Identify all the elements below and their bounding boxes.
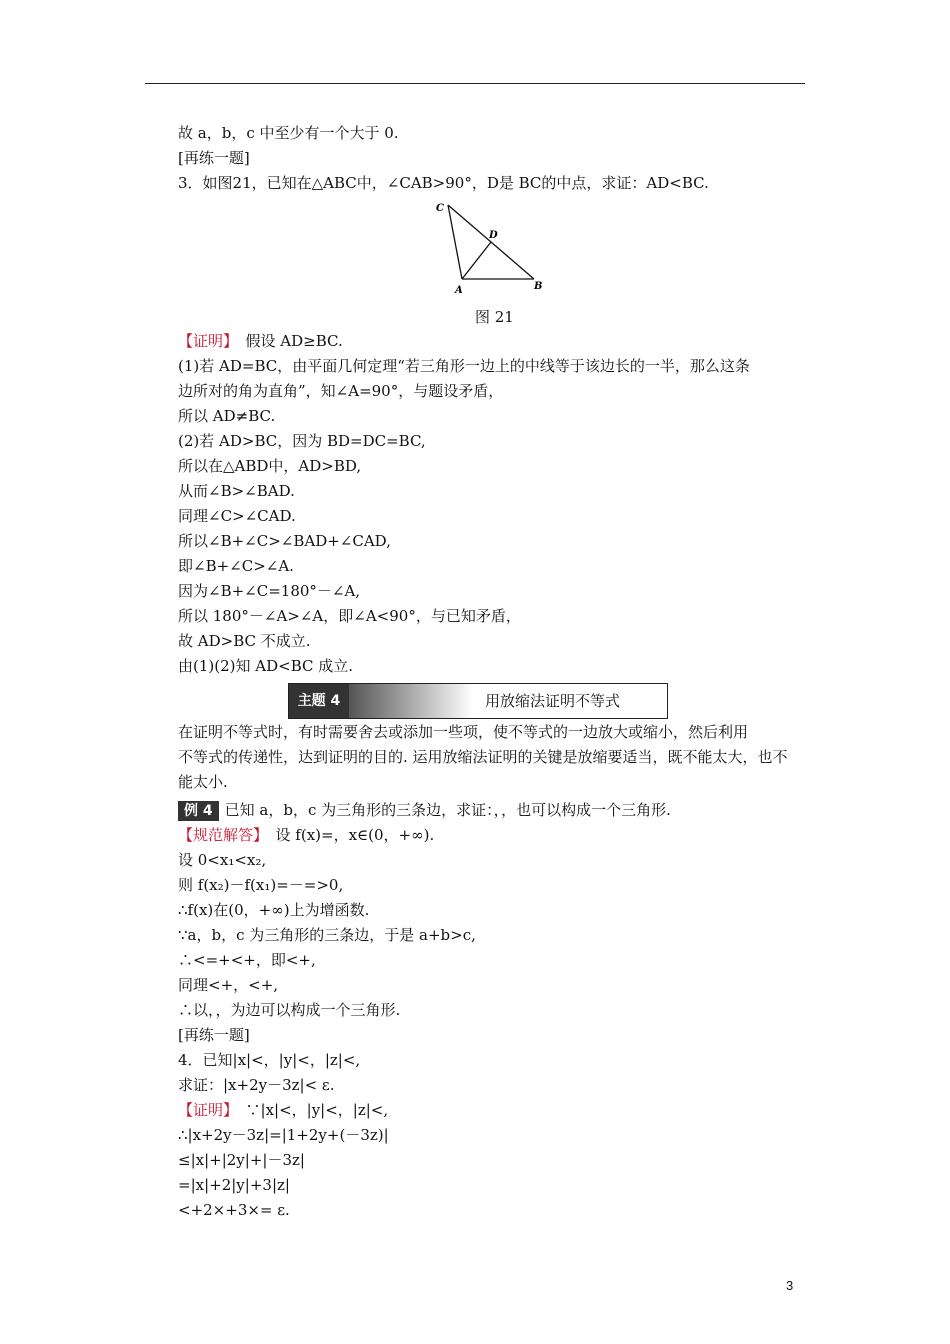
label-c: C <box>436 203 444 214</box>
proof-line <box>178 331 343 351</box>
text-line: 因为∠B+∠C=180°－∠A, <box>178 582 361 600</box>
label-d: D <box>489 230 498 241</box>
text-line: 所以 180°－∠A>∠A，即∠A<90°，与已知矛盾， <box>178 607 521 625</box>
text-line: ∴|x+2y－3z|=|1+2y+(－3z)| <box>178 1126 389 1144</box>
text-line: 由(1)(2)知 AD<BC 成立. <box>178 657 354 675</box>
text-line: =|x|+2|y|+3|z| <box>178 1176 290 1194</box>
proof-text: ∵|x|<，|y|<，|z|<, <box>230 1101 389 1119</box>
text-line: 故 a，b，c 中至少有一个大于 0. <box>178 124 399 142</box>
paragraph-line: 能太小. <box>178 773 228 791</box>
topic-label: 主题 4 <box>289 684 349 718</box>
section-label: [再练一题] <box>178 149 250 167</box>
solution-text: 设 f(x)=，x∈(0，+∞). <box>260 826 435 844</box>
label-b: B <box>534 281 543 292</box>
problem-3: 3．如图21，已知在△ABC中，∠CAB>90°，D是 BC的中点，求证：AD<BC. <box>178 174 709 192</box>
example-badge: 例 4 <box>178 801 219 821</box>
paragraph-line: 在证明不等式时，有时需要舍去或添加一些项，使不等式的一边放大或缩小，然后利用 <box>178 723 749 741</box>
side-ca <box>448 205 462 279</box>
text-line: ∴以，，为边可以构成一个三角形. <box>178 1001 401 1019</box>
topic-banner <box>288 683 668 719</box>
text-line: 所以在△ABD中，AD>BD, <box>178 457 362 475</box>
problem-4: 4．已知|x|<，|y|<，|z|<, <box>178 1051 361 1069</box>
text-line: (1)若 AD=BC，由平面几何定理“若三角形一边上的中线等于该边长的一半，那么这条 <box>178 357 750 375</box>
median-ad <box>462 242 491 279</box>
page-number: 3 <box>786 1278 794 1293</box>
proof-line <box>178 1100 388 1120</box>
text-line: 则 f(x₂)－f(x₁)=－=>0, <box>178 876 344 894</box>
topic-gradient <box>349 684 473 718</box>
text-line: 所以∠B+∠C>∠BAD+∠CAD, <box>178 532 391 550</box>
header-rule <box>145 83 805 84</box>
text-line: <+2×+3×= ε. <box>178 1201 290 1219</box>
text-line: 所以 AD≠BC. <box>178 407 276 425</box>
text-line: 设 0<x₁<x₂, <box>178 851 267 869</box>
solution-line <box>178 825 434 845</box>
example-line <box>178 800 671 821</box>
figure-caption: 图 21 <box>475 308 514 326</box>
text-line: 同理<+，<+, <box>178 976 279 994</box>
triangle-figure <box>430 197 550 297</box>
section-label: [再练一题] <box>178 1026 250 1044</box>
paragraph-line: 不等式的传递性，达到证明的目的. 运用放缩法证明的关键是放缩要适当，既不能太大，也不 <box>178 748 788 766</box>
text-line: ∴<=+<+，即<+, <box>178 951 316 969</box>
topic-title: 用放缩法证明不等式 <box>485 692 621 710</box>
proof-label: 【证明】 <box>178 332 231 350</box>
text-line: ∴f(x)在(0，+∞)上为增函数. <box>178 901 370 919</box>
text-line: (2)若 AD>BC，因为 BD=DC=BC, <box>178 432 426 450</box>
text-line: 边所对的角为直角”，知∠A=90°，与题设矛盾， <box>178 382 504 400</box>
text-line: ∵a，b，c 为三角形的三条边，于是 a+b>c, <box>178 926 476 944</box>
text-line: 求证：|x+2y－3z|< ε. <box>178 1076 335 1094</box>
example-text: 已知 a，b，c 为三角形的三条边，求证：，，也可以构成一个三角形. <box>224 801 671 819</box>
text-line: 故 AD>BC 不成立. <box>178 632 311 650</box>
proof-text: 假设 AD≥BC. <box>230 332 343 350</box>
text-line: 同理∠C>∠CAD. <box>178 507 296 525</box>
text-line: ≤|x|+|2y|+|－3z| <box>178 1151 305 1169</box>
label-a: A <box>455 285 463 296</box>
text-line: 即∠B+∠C>∠A. <box>178 557 294 575</box>
text-line: 从而∠B>∠BAD. <box>178 482 295 500</box>
solution-label: 【规范解答】 <box>178 826 261 844</box>
proof-label: 【证明】 <box>178 1101 231 1119</box>
